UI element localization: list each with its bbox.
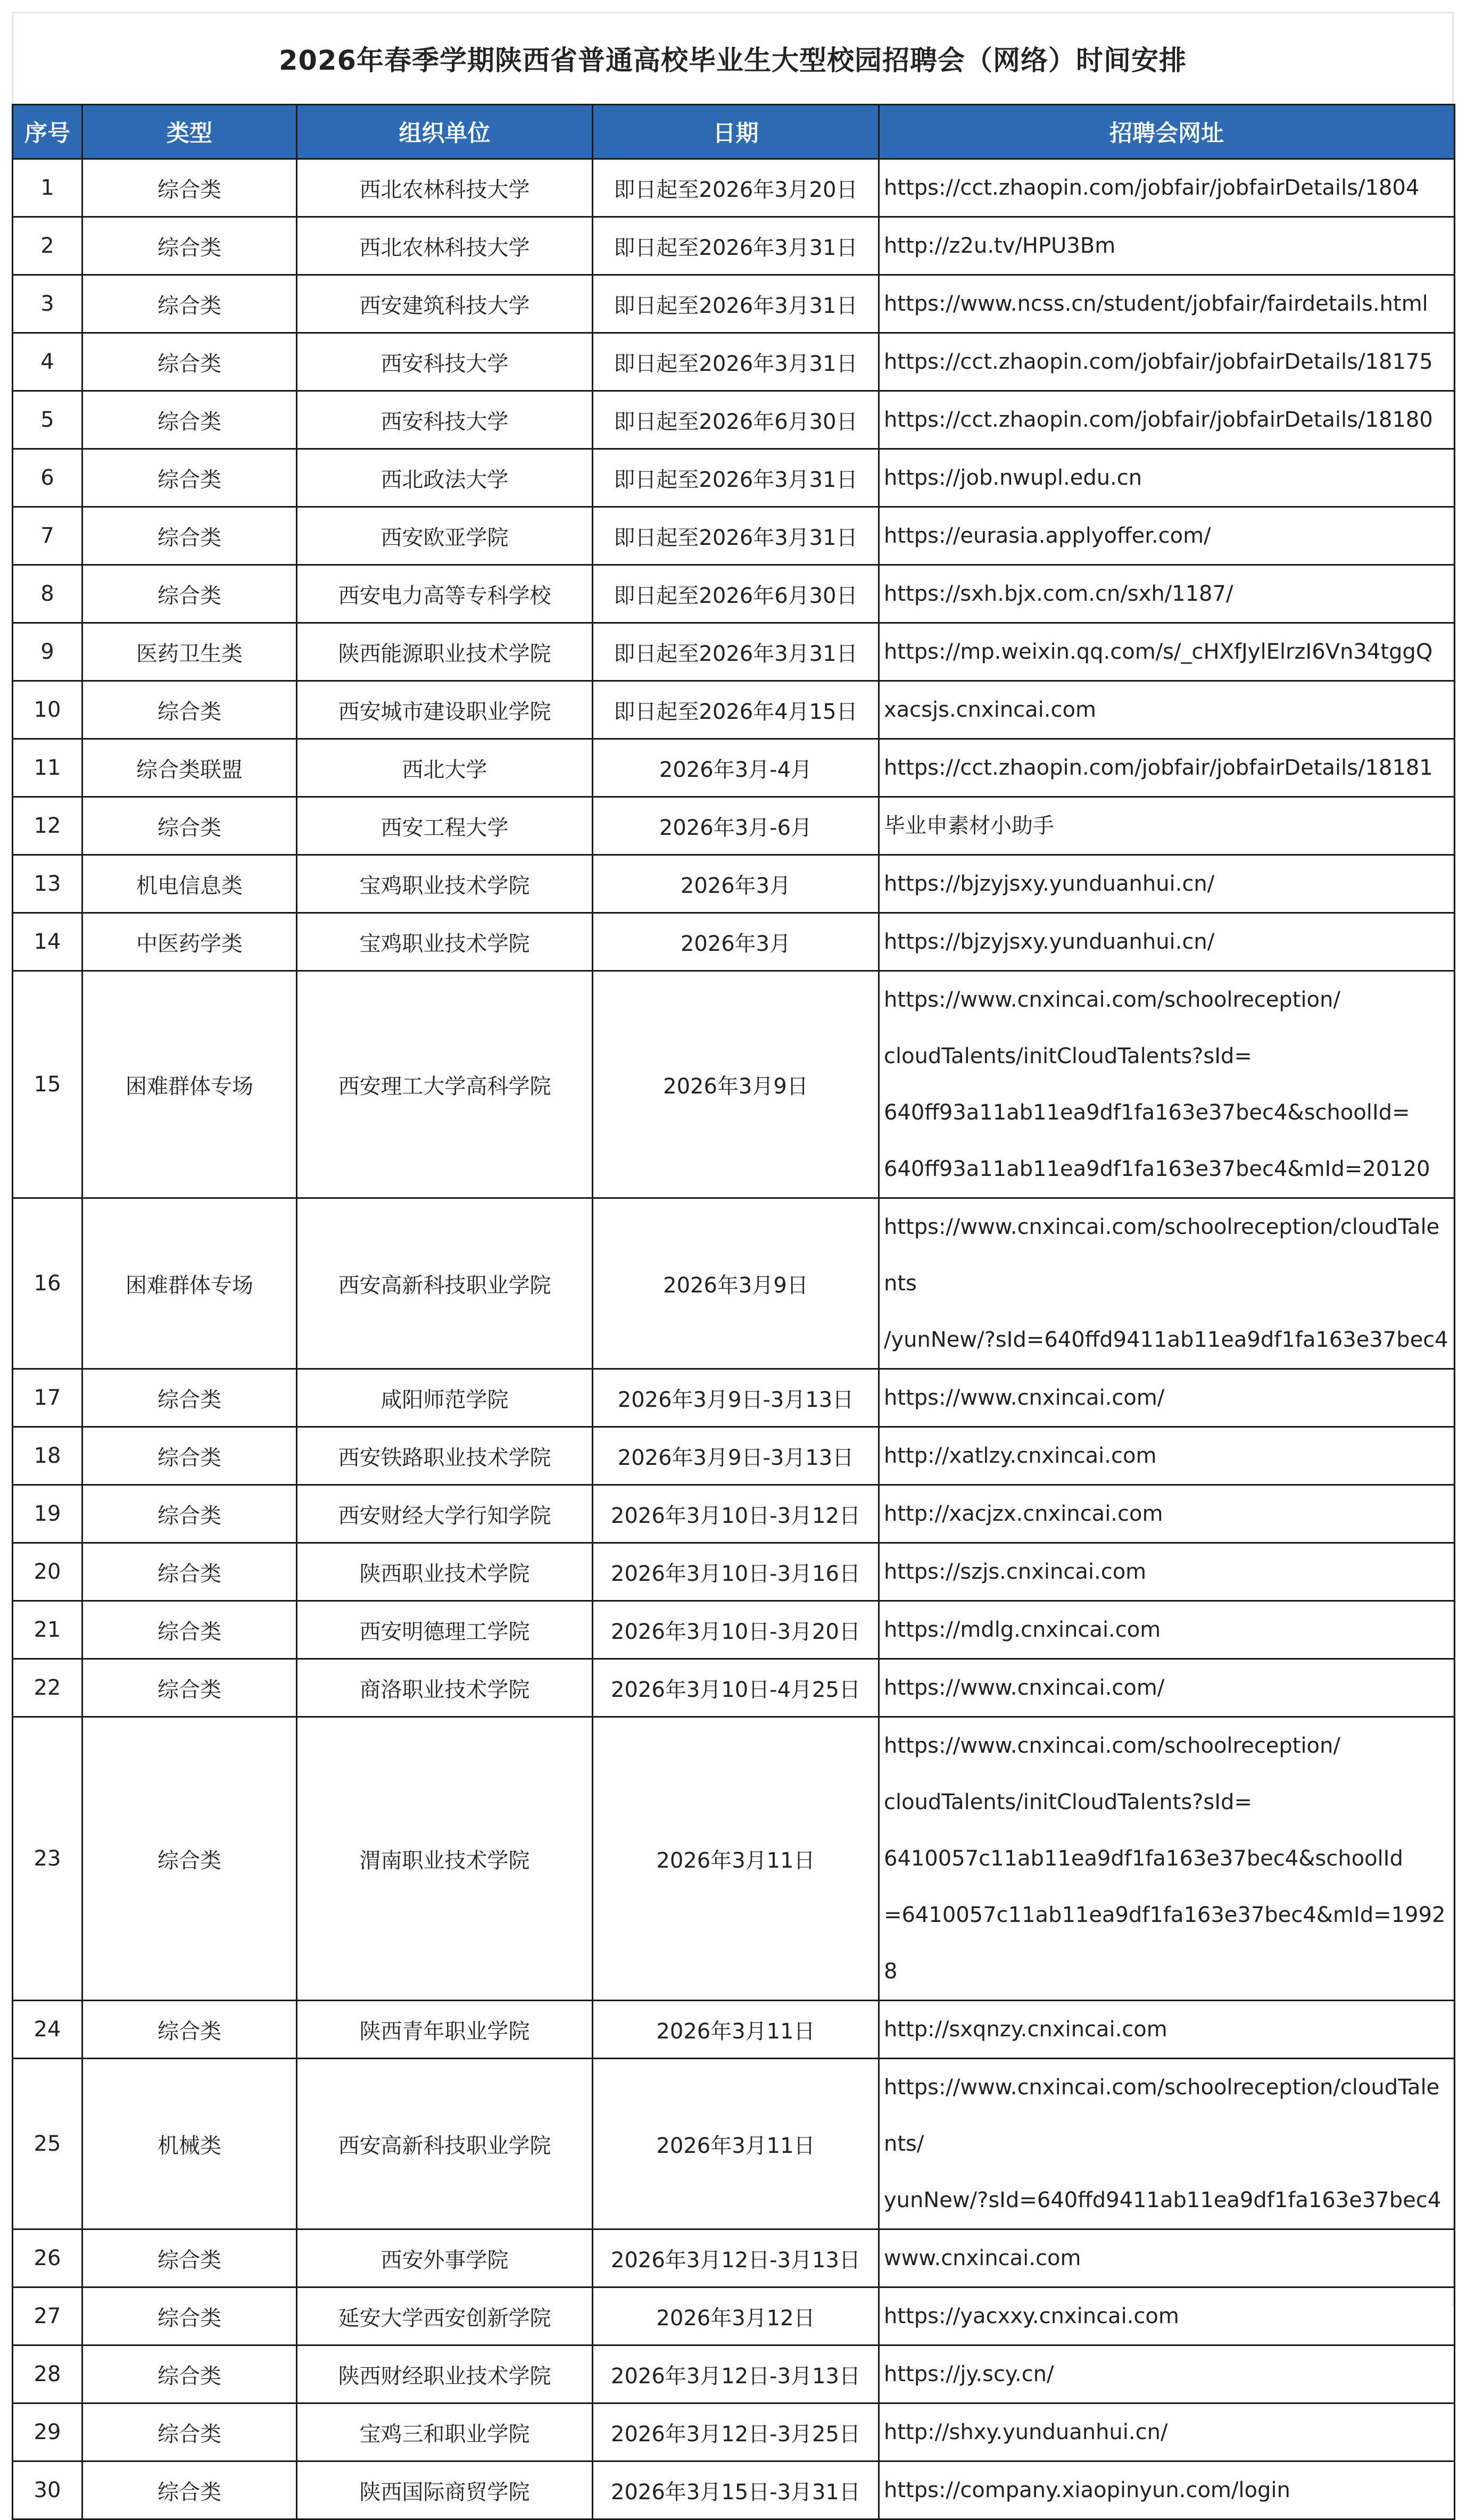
- cell-organizer: 西安欧亚学院: [297, 507, 593, 565]
- cell-index: 7: [13, 507, 82, 565]
- cell-url[interactable]: [879, 623, 1455, 681]
- cell-index: 10: [13, 681, 82, 739]
- cell-url[interactable]: [879, 2287, 1455, 2345]
- cell-type: 综合类: [82, 1427, 297, 1485]
- cell-date: 2026年3月12日-3月13日: [593, 2229, 879, 2287]
- header-organizer: 组织单位: [297, 105, 593, 159]
- url-line[interactable]: https://cct.zhaopin.com/jobfair/jobfairDetails/18175: [884, 350, 1433, 374]
- cell-url[interactable]: [879, 275, 1455, 333]
- url-line[interactable]: /yunNew/?sId=640ffd9411ab11ea9df1fa163e37bec4: [884, 1328, 1448, 1352]
- table-row: [13, 739, 1455, 797]
- cell-organizer: 陕西能源职业技术学院: [297, 623, 593, 681]
- cell-url[interactable]: [879, 1427, 1455, 1485]
- table-row: [13, 2059, 1455, 2229]
- header-index: 序号: [13, 105, 82, 159]
- cell-organizer: 宝鸡职业技术学院: [297, 913, 593, 971]
- cell-organizer: 陕西青年职业学院: [297, 2001, 593, 2059]
- cell-url[interactable]: [879, 1543, 1455, 1601]
- cell-type: 综合类: [82, 159, 297, 217]
- cell-index: 12: [13, 797, 82, 855]
- table-row: [13, 1601, 1455, 1659]
- cell-type: 困难群体专场: [82, 971, 297, 1198]
- url-line[interactable]: yunNew/?sId=640ffd9411ab11ea9df1fa163e37bec4: [884, 2188, 1442, 2212]
- cell-date: 2026年3月12日: [593, 2287, 879, 2345]
- cell-type: 综合类: [82, 2229, 297, 2287]
- cell-index: 23: [13, 1717, 82, 2001]
- cell-index: 9: [13, 623, 82, 681]
- cell-url[interactable]: [879, 565, 1455, 623]
- url-line[interactable]: https://www.cnxincai.com/schoolreception/: [884, 1734, 1340, 1758]
- table-row: [13, 1198, 1455, 1369]
- table-row: [13, 1427, 1455, 1485]
- table-row: [13, 913, 1455, 971]
- url-line[interactable]: https://www.cnxincai.com/: [884, 1386, 1165, 1410]
- url-line[interactable]: https://www.cnxincai.com/schoolreception/cloudTalents/: [884, 2075, 1440, 2156]
- cell-date: 即日起至2026年3月31日: [593, 623, 879, 681]
- cell-type: 综合类: [82, 217, 297, 275]
- cell-type: 综合类: [82, 275, 297, 333]
- cell-date: 2026年3月-4月: [593, 739, 879, 797]
- cell-organizer: 西安电力高等专科学校: [297, 565, 593, 623]
- cell-date: 即日起至2026年6月30日: [593, 565, 879, 623]
- url-line[interactable]: https://job.nwupl.edu.cn: [884, 466, 1142, 490]
- cell-url[interactable]: [879, 1198, 1455, 1369]
- cell-type: 医药卫生类: [82, 623, 297, 681]
- table-row: [13, 217, 1455, 275]
- table-row: [13, 681, 1455, 739]
- cell-type: 综合类: [82, 1485, 297, 1543]
- table-row: [13, 507, 1455, 565]
- cell-type: 综合类: [82, 2001, 297, 2059]
- cell-type: 综合类: [82, 2287, 297, 2345]
- cell-index: 1: [13, 159, 82, 217]
- table-row: [13, 2229, 1455, 2287]
- cell-organizer: 西北农林科技大学: [297, 217, 593, 275]
- table-row: [13, 855, 1455, 913]
- url-line[interactable]: https://cct.zhaopin.com/jobfair/jobfairDetails/18181: [884, 756, 1433, 780]
- cell-index: 11: [13, 739, 82, 797]
- cell-index: 22: [13, 1659, 82, 1717]
- table-row: [13, 1485, 1455, 1543]
- url-line[interactable]: https://sxh.bjx.com.cn/sxh/1187/: [884, 582, 1233, 606]
- cell-organizer: 西安高新科技职业学院: [297, 1198, 593, 1369]
- cell-index: 15: [13, 971, 82, 1198]
- table-row: [13, 2345, 1455, 2403]
- table-row: [13, 797, 1455, 855]
- cell-url[interactable]: [879, 507, 1455, 565]
- cell-type: 综合类: [82, 2403, 297, 2461]
- url-line[interactable]: =6410057c11ab11ea9df1fa163e37bec4&mId=19928: [884, 1903, 1446, 1984]
- cell-date: 即日起至2026年3月31日: [593, 449, 879, 507]
- url-line[interactable]: https://jy.scy.cn/: [884, 2362, 1054, 2386]
- url-line[interactable]: http://xacjzx.cnxincai.com: [884, 1502, 1163, 1526]
- cell-url[interactable]: [879, 1601, 1455, 1659]
- cell-index: 30: [13, 2461, 82, 2519]
- cell-url[interactable]: [879, 2461, 1455, 2519]
- cell-type: 综合类: [82, 391, 297, 449]
- cell-url[interactable]: [879, 1659, 1455, 1717]
- cell-date: 即日起至2026年6月30日: [593, 391, 879, 449]
- cell-index: 28: [13, 2345, 82, 2403]
- cell-type: 综合类: [82, 681, 297, 739]
- url-line[interactable]: 640ff93a11ab11ea9df1fa163e37bec4&mId=20120: [884, 1157, 1430, 1181]
- cell-date: 2026年3月9日: [593, 971, 879, 1198]
- cell-url[interactable]: [879, 913, 1455, 971]
- cell-url[interactable]: [879, 2229, 1455, 2287]
- cell-url[interactable]: [879, 1717, 1455, 2001]
- cell-type: 机械类: [82, 2059, 297, 2229]
- cell-url[interactable]: [879, 2059, 1455, 2229]
- cell-date: 2026年3月11日: [593, 2059, 879, 2229]
- cell-type: 综合类: [82, 1369, 297, 1427]
- url-line[interactable]: https://www.ncss.cn/student/jobfair/fairdetails.html: [884, 292, 1428, 316]
- url-line[interactable]: https://www.cnxincai.com/schoolreception/: [884, 988, 1340, 1012]
- cell-url[interactable]: [879, 159, 1455, 217]
- cell-url[interactable]: [879, 391, 1455, 449]
- table-header-row: [13, 105, 1455, 159]
- url-line[interactable]: https://company.xiaopinyun.com/login: [884, 2478, 1290, 2502]
- cell-type: 综合类: [82, 1601, 297, 1659]
- url-line[interactable]: cloudTalents/initCloudTalents?sId=: [884, 1044, 1252, 1068]
- table-row: [13, 159, 1455, 217]
- cell-type: 综合类: [82, 1543, 297, 1601]
- cell-date: 2026年3月-6月: [593, 797, 879, 855]
- url-line[interactable]: xacsjs.cnxincai.com: [884, 698, 1096, 722]
- url-line[interactable]: http://shxy.yunduanhui.cn/: [884, 2420, 1168, 2444]
- url-line[interactable]: cloudTalents/initCloudTalents?sId=: [884, 1790, 1252, 1814]
- cell-organizer: 西北农林科技大学: [297, 159, 593, 217]
- cell-url[interactable]: [879, 2345, 1455, 2403]
- table-row: [13, 565, 1455, 623]
- cell-url[interactable]: [879, 217, 1455, 275]
- cell-date: 即日起至2026年3月31日: [593, 217, 879, 275]
- cell-organizer: 陕西国际商贸学院: [297, 2461, 593, 2519]
- cell-type: 困难群体专场: [82, 1198, 297, 1369]
- cell-date: 即日起至2026年3月31日: [593, 333, 879, 391]
- cell-index: 20: [13, 1543, 82, 1601]
- cell-type: 综合类: [82, 797, 297, 855]
- url-line[interactable]: 640ff93a11ab11ea9df1fa163e37bec4&schoolId=: [884, 1100, 1410, 1125]
- table-row: [13, 2287, 1455, 2345]
- cell-organizer: 西安科技大学: [297, 391, 593, 449]
- cell-type: 综合类: [82, 1659, 297, 1717]
- cell-organizer: 西安明德理工学院: [297, 1601, 593, 1659]
- cell-type: 综合类: [82, 565, 297, 623]
- cell-organizer: 西安高新科技职业学院: [297, 2059, 593, 2229]
- cell-type: 综合类: [82, 449, 297, 507]
- cell-index: 2: [13, 217, 82, 275]
- table-row: [13, 2001, 1455, 2059]
- cell-url[interactable]: [879, 333, 1455, 391]
- cell-organizer: 商洛职业技术学院: [297, 1659, 593, 1717]
- cell-organizer: 西安科技大学: [297, 333, 593, 391]
- cell-date: 2026年3月9日: [593, 1198, 879, 1369]
- url-line[interactable]: https://bjzyjsxy.yunduanhui.cn/: [884, 930, 1215, 954]
- cell-url[interactable]: [879, 855, 1455, 913]
- cell-url[interactable]: [879, 681, 1455, 739]
- cell-organizer: 西安外事学院: [297, 2229, 593, 2287]
- cell-organizer: 渭南职业技术学院: [297, 1717, 593, 2001]
- cell-url[interactable]: [879, 971, 1455, 1198]
- url-line[interactable]: http://z2u.tv/HPU3Bm: [884, 234, 1116, 258]
- cell-index: 21: [13, 1601, 82, 1659]
- cell-url[interactable]: [879, 449, 1455, 507]
- cell-date: 2026年3月: [593, 855, 879, 913]
- cell-organizer: 陕西财经职业技术学院: [297, 2345, 593, 2403]
- cell-organizer: 咸阳师范学院: [297, 1369, 593, 1427]
- cell-date: 2026年3月: [593, 913, 879, 971]
- table-row: [13, 275, 1455, 333]
- url-line[interactable]: 6410057c11ab11ea9df1fa163e37bec4&schoolId: [884, 1846, 1403, 1871]
- cell-type: 综合类: [82, 1717, 297, 2001]
- cell-date: 2026年3月10日-4月25日: [593, 1659, 879, 1717]
- cell-index: 27: [13, 2287, 82, 2345]
- table-row: [13, 1659, 1455, 1717]
- table-row: [13, 1717, 1455, 2001]
- cell-index: 25: [13, 2059, 82, 2229]
- cell-index: 3: [13, 275, 82, 333]
- cell-date: 2026年3月10日-3月16日: [593, 1543, 879, 1601]
- url-line[interactable]: https://mp.weixin.qq.com/s/_cHXfJylElrzI6Vn34tggQ: [884, 640, 1433, 664]
- cell-date: 2026年3月12日-3月13日: [593, 2345, 879, 2403]
- schedule-table: [12, 104, 1455, 2520]
- cell-type: 综合类联盟: [82, 739, 297, 797]
- header-date: 日期: [593, 105, 879, 159]
- cell-organizer: 宝鸡职业技术学院: [297, 855, 593, 913]
- cell-organizer: 西安理工大学高科学院: [297, 971, 593, 1198]
- cell-index: 29: [13, 2403, 82, 2461]
- url-line[interactable]: https://cct.zhaopin.com/jobfair/jobfairDetails/18180: [884, 408, 1433, 432]
- cell-type: 机电信息类: [82, 855, 297, 913]
- cell-type: 综合类: [82, 507, 297, 565]
- cell-index: 8: [13, 565, 82, 623]
- cell-organizer: 西安铁路职业技术学院: [297, 1427, 593, 1485]
- url-line[interactable]: https://eurasia.applyoffer.com/: [884, 524, 1211, 548]
- cell-index: 26: [13, 2229, 82, 2287]
- cell-organizer: 西安工程大学: [297, 797, 593, 855]
- table-row: [13, 971, 1455, 1198]
- cell-url[interactable]: [879, 2403, 1455, 2461]
- cell-index: 13: [13, 855, 82, 913]
- cell-url[interactable]: [879, 2001, 1455, 2059]
- cell-date: 2026年3月10日-3月12日: [593, 1485, 879, 1543]
- url-line[interactable]: https://www.cnxincai.com/schoolreception/cloudTalents: [884, 1215, 1440, 1296]
- cell-type: 中医药学类: [82, 913, 297, 971]
- cell-index: 19: [13, 1485, 82, 1543]
- cell-date: 即日起至2026年3月20日: [593, 159, 879, 217]
- cell-index: 14: [13, 913, 82, 971]
- cell-index: 5: [13, 391, 82, 449]
- cell-url[interactable]: [879, 1369, 1455, 1427]
- cell-date: 即日起至2026年3月31日: [593, 275, 879, 333]
- url-line[interactable]: https://www.cnxincai.com/: [884, 1676, 1165, 1700]
- page-title: 2026年春季学期陕西省普通高校毕业生大型校园招聘会（网络）时间安排: [279, 45, 1187, 77]
- cell-index: 16: [13, 1198, 82, 1369]
- table-header: [13, 105, 1455, 159]
- cell-url[interactable]: [879, 1485, 1455, 1543]
- cell-date: 即日起至2026年4月15日: [593, 681, 879, 739]
- header-url: 招聘会网址: [879, 105, 1455, 159]
- cell-date: 2026年3月9日-3月13日: [593, 1427, 879, 1485]
- table-row: [13, 2403, 1455, 2461]
- url-line[interactable]: https://cct.zhaopin.com/jobfair/jobfairDetails/1804: [884, 176, 1420, 200]
- url-line[interactable]: https://yacxxy.cnxincai.com: [884, 2304, 1179, 2328]
- cell-index: 4: [13, 333, 82, 391]
- table-row: [13, 391, 1455, 449]
- cell-date: 2026年3月11日: [593, 1717, 879, 2001]
- cell-type: 综合类: [82, 333, 297, 391]
- url-line[interactable]: https://bjzyjsxy.yunduanhui.cn/: [884, 872, 1215, 896]
- cell-type: 综合类: [82, 2345, 297, 2403]
- url-line[interactable]: www.cnxincai.com: [884, 2246, 1081, 2270]
- header-type: 类型: [82, 105, 297, 159]
- cell-url[interactable]: [879, 797, 1455, 855]
- table-row: [13, 623, 1455, 681]
- cell-organizer: 陕西职业技术学院: [297, 1543, 593, 1601]
- cell-url[interactable]: [879, 739, 1455, 797]
- cell-date: 2026年3月11日: [593, 2001, 879, 2059]
- cell-organizer: 西北大学: [297, 739, 593, 797]
- url-line[interactable]: http://sxqnzy.cnxincai.com: [884, 2017, 1167, 2042]
- cell-date: 2026年3月9日-3月13日: [593, 1369, 879, 1427]
- cell-date: 2026年3月12日-3月25日: [593, 2403, 879, 2461]
- url-line[interactable]: http://xatlzy.cnxincai.com: [884, 1444, 1157, 1468]
- table-row: [13, 1369, 1455, 1427]
- table-row: [13, 2461, 1455, 2519]
- table-row: [13, 1543, 1455, 1601]
- cell-organizer: 西安财经大学行知学院: [297, 1485, 593, 1543]
- cell-date: 2026年3月15日-3月31日: [593, 2461, 879, 2519]
- cell-index: 18: [13, 1427, 82, 1485]
- cell-organizer: 西北政法大学: [297, 449, 593, 507]
- table-row: [13, 449, 1455, 507]
- cell-index: 6: [13, 449, 82, 507]
- cell-date: 2026年3月10日-3月20日: [593, 1601, 879, 1659]
- cell-organizer: 延安大学西安创新学院: [297, 2287, 593, 2345]
- cell-organizer: 西安城市建设职业学院: [297, 681, 593, 739]
- cell-index: 17: [13, 1369, 82, 1427]
- table-row: [13, 333, 1455, 391]
- url-line[interactable]: 毕业申素材小助手: [884, 814, 1054, 838]
- cell-type: 综合类: [82, 2461, 297, 2519]
- cell-organizer: 宝鸡三和职业学院: [297, 2403, 593, 2461]
- cell-date: 即日起至2026年3月31日: [593, 507, 879, 565]
- url-line[interactable]: https://szjs.cnxincai.com: [884, 1560, 1147, 1584]
- table-body: [13, 159, 1455, 2519]
- cell-index: 24: [13, 2001, 82, 2059]
- cell-organizer: 西安建筑科技大学: [297, 275, 593, 333]
- url-line[interactable]: https://mdlg.cnxincai.com: [884, 1618, 1161, 1642]
